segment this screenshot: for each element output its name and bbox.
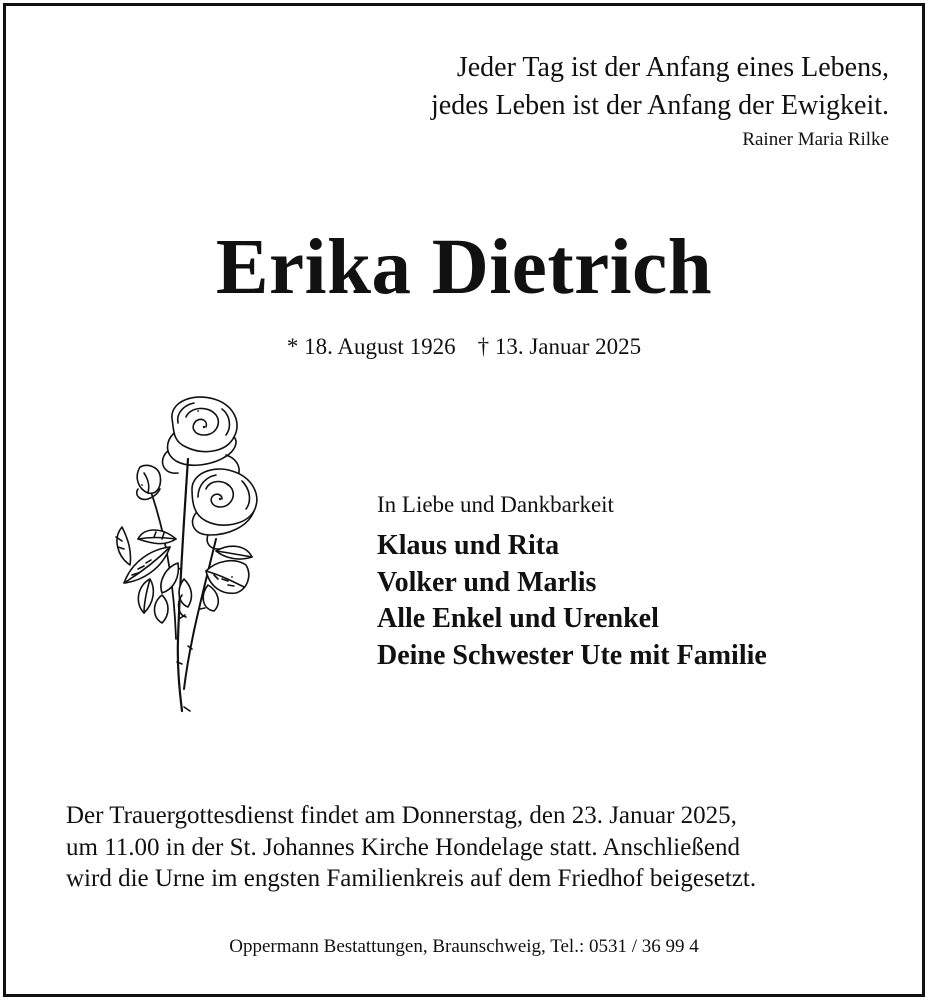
quote-block xyxy=(431,49,889,153)
funeral-home-footer: Oppermann Bestattungen, Braunschweig, Tel.: 0531 / 36 99 4 xyxy=(229,936,699,957)
quote-line-2: jedes Leben ist der Anfang der Ewigkeit. xyxy=(431,90,889,121)
service-line-1: Der Trauergottesdienst findet am Donnerstag, den 23. Januar 2025, xyxy=(66,802,737,829)
mourner-name: Alle Enkel und Urenkel xyxy=(377,603,659,634)
birth-date: * 18. August 1926 xyxy=(286,334,456,359)
life-dates xyxy=(6,332,922,362)
deceased-name: Erika Dietrich xyxy=(215,224,713,311)
quote-author: Rainer Maria Rilke xyxy=(742,129,889,150)
mourners-intro: In Liebe und Dankbarkeit xyxy=(377,492,614,517)
mourner-name: Deine Schwester Ute mit Familie xyxy=(377,639,767,671)
service-line-2: um 11.00 in der St. Johannes Kirche Hondelage statt. Anschließend xyxy=(66,833,740,861)
rose-drawing-icon xyxy=(104,389,266,719)
death-date: † 13. Januar 2025 xyxy=(477,334,642,359)
obituary-notice xyxy=(3,3,925,997)
service-announcement xyxy=(66,800,756,895)
mourner-name: Volker und Marlis xyxy=(377,566,597,598)
service-line-3: wird die Urne im engsten Familienkreis auf dem Friedhof beigesetzt. xyxy=(66,865,757,892)
mourner-name: Klaus und Rita xyxy=(377,530,560,561)
quote-line-1: Jeder Tag ist der Anfang eines Lebens, xyxy=(456,52,889,83)
mourners-block xyxy=(377,490,767,674)
